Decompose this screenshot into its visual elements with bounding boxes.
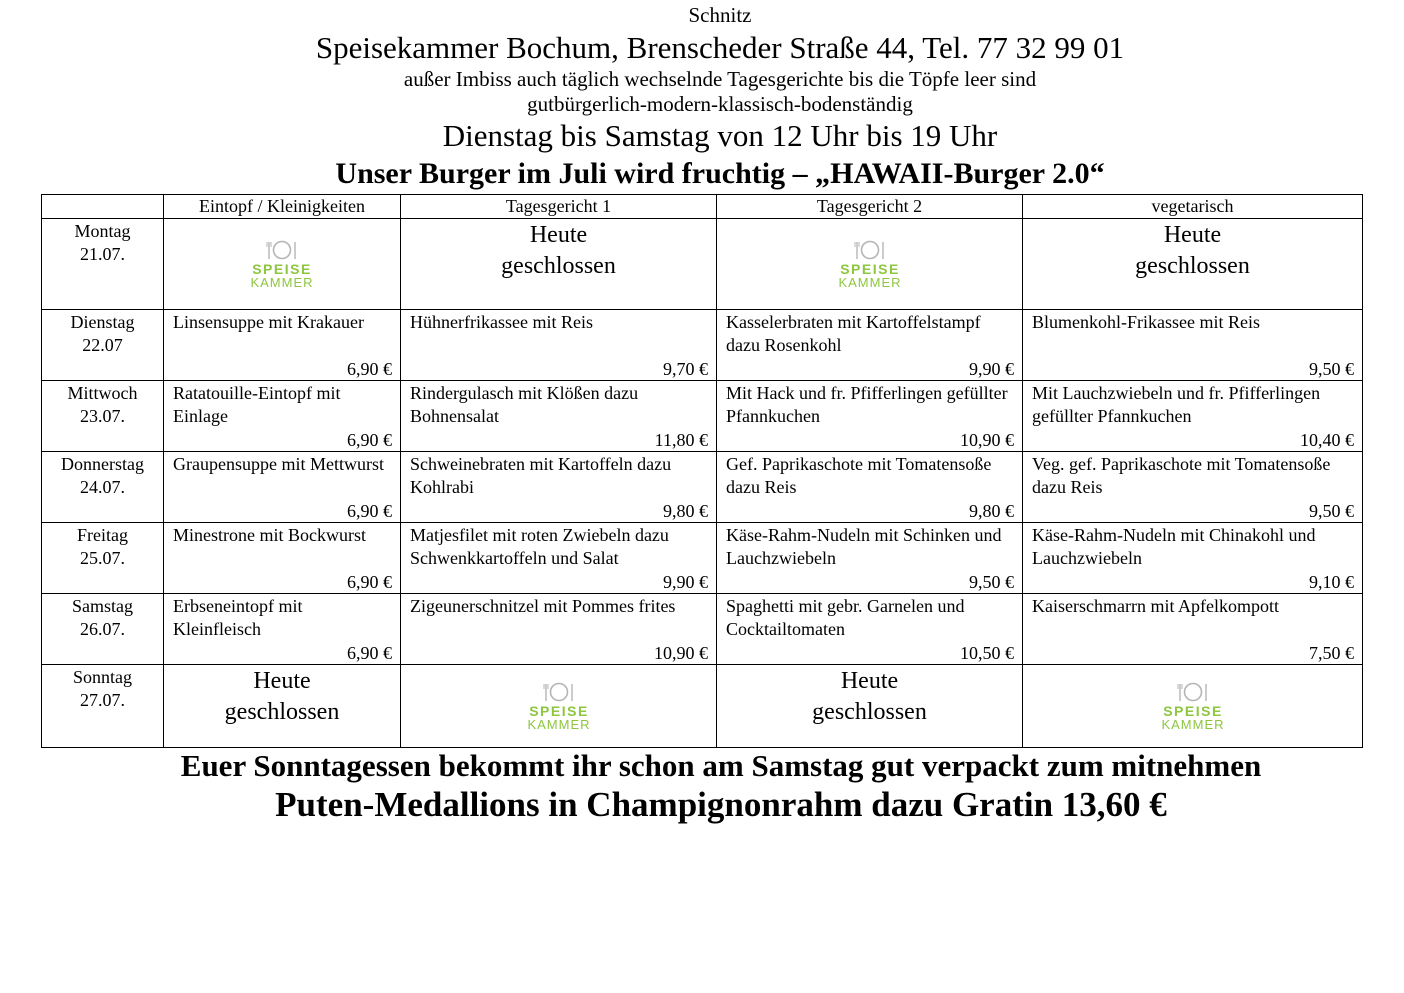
logo-top-text: SPEISE [1162, 703, 1223, 719]
day-date: 21.07. [80, 244, 125, 264]
day-name: Sonntag [72, 667, 132, 687]
cell-eintopf [164, 219, 401, 310]
speisekammer-logo-icon [521, 680, 597, 732]
table-row [42, 310, 1363, 381]
dish-price: 10,50 € [960, 643, 1014, 663]
dish-price: 11,80 € [654, 430, 708, 450]
dish-price: 9,50 € [1309, 501, 1354, 521]
dish-price: 7,50 € [1309, 643, 1354, 663]
dish-name: Kaiserschmarrn mit Apfelkompott [1032, 596, 1279, 616]
dish-name: Ratatouille-Eintopf mit Einlage [173, 383, 341, 426]
dish-price: 9,80 € [663, 501, 708, 521]
dish-name: Graupensuppe mit Mettwurst [173, 454, 384, 474]
cell-vegetarisch [1023, 381, 1363, 452]
day-cell [42, 523, 164, 594]
cell-eintopf [164, 594, 401, 665]
table-row [42, 381, 1363, 452]
speisekammer-logo [401, 665, 716, 747]
dish-price: 6,90 € [347, 572, 392, 592]
table-header-row [42, 195, 1363, 219]
cell-eintopf [164, 381, 401, 452]
cell-vegetarisch [1023, 219, 1363, 310]
day-name: Montag [74, 221, 131, 241]
cell-tagesgericht-1 [401, 452, 717, 523]
dish-price: 9,10 € [1309, 572, 1354, 592]
cell-vegetarisch [1023, 310, 1363, 381]
header-tagesgericht-1: Tagesgericht 1 [401, 195, 717, 219]
dish-name: Gef. Paprikaschote mit Tomatensoße dazu Reis [726, 454, 992, 497]
cell-tagesgericht-2 [717, 594, 1023, 665]
speisekammer-logo-icon [1155, 680, 1231, 732]
closed-line-1: Heute [529, 222, 588, 248]
cell-tagesgericht-2 [717, 310, 1023, 381]
header-day [42, 195, 164, 219]
speisekammer-logo [164, 219, 400, 309]
logo-top-text: SPEISE [839, 261, 900, 277]
dish-name: Minestrone mit Bockwurst [173, 525, 366, 545]
logo-bottom-text: KAMMER [250, 275, 314, 290]
logo-bottom-text: KAMMER [1160, 717, 1225, 732]
weekly-menu-table [41, 194, 1363, 748]
closed-line-1: Heute [840, 668, 899, 694]
day-name: Mittwoch [67, 383, 138, 403]
header-vegetarisch: vegetarisch [1023, 195, 1363, 219]
cell-tagesgericht-2 [717, 381, 1023, 452]
cell-vegetarisch [1023, 594, 1363, 665]
cell-eintopf [164, 310, 401, 381]
day-name: Samstag [72, 596, 133, 616]
day-date: 24.07. [80, 477, 125, 497]
cell-vegetarisch [1023, 523, 1363, 594]
cell-eintopf [164, 665, 401, 748]
logo-bottom-text: KAMMER [837, 275, 902, 290]
dish-name: Zigeunerschnitzel mit Pommes frites [410, 596, 676, 616]
day-name: Donnerstag [61, 454, 144, 474]
day-date: 23.07. [80, 406, 125, 426]
dish-price: 9,90 € [969, 359, 1014, 379]
cell-tagesgericht-1 [401, 523, 717, 594]
day-date: 26.07. [80, 619, 125, 639]
cell-vegetarisch [1023, 452, 1363, 523]
dish-price: 9,90 € [663, 572, 708, 592]
burger-of-month: Unser Burger im Juli wird fruchtig – „HAWAII-Burger 2.0“ [335, 157, 1105, 190]
cell-eintopf [164, 523, 401, 594]
restaurant-address: Speisekammer Bochum, Brenscheder Straße 44, Tel. 77 32 99 01 [315, 30, 1125, 65]
dish-price: 9,70 € [663, 359, 708, 379]
day-cell [42, 452, 164, 523]
dish-name: Veg. gef. Paprikaschote mit Tomatensoße dazu Reis [1032, 454, 1331, 497]
dish-price: 10,90 € [654, 643, 708, 663]
cell-tagesgericht-1 [401, 665, 717, 748]
dish-price: 6,90 € [347, 501, 392, 521]
dish-name: Rindergulasch mit Klößen dazu Bohnensalat [410, 383, 639, 426]
closed-notice [401, 219, 716, 282]
cell-tagesgericht-2 [717, 665, 1023, 748]
closed-line-2: geschlossen [224, 699, 340, 725]
dish-price: 6,90 € [347, 643, 392, 663]
closed-line-1: Heute [253, 668, 311, 694]
dish-name: Mit Lauchzwiebeln und fr. Pfifferlingen gefüllter Pfannkuchen [1032, 383, 1321, 426]
closed-notice [1023, 219, 1362, 282]
logo-top-text: SPEISE [252, 261, 312, 277]
cell-tagesgericht-2 [717, 219, 1023, 310]
speisekammer-logo-icon [244, 238, 320, 290]
closed-line-2: geschlossen [1135, 253, 1250, 279]
dish-name: Schweinebraten mit Kartoffeln dazu Kohlrabi [410, 454, 672, 497]
dish-name: Käse-Rahm-Nudeln mit Chinakohl und Lauchzwiebeln [1032, 525, 1316, 568]
header-tagesgericht-2: Tagesgericht 2 [717, 195, 1023, 219]
speisekammer-logo [717, 219, 1022, 309]
dish-name: Blumenkohl-Frikassee mit Reis [1032, 312, 1260, 332]
day-cell [42, 594, 164, 665]
dish-price: 9,80 € [969, 501, 1014, 521]
closed-notice [164, 665, 400, 728]
sunday-takeaway-note: Euer Sonntagessen bekommt ihr schon am Samstag gut verpackt zum mitnehmen [180, 748, 1262, 783]
sunday-dish: Puten-Medallions in Champignonrahm dazu Gratin 13,60 € [275, 785, 1167, 824]
dish-price: 10,40 € [1300, 430, 1354, 450]
table-row [42, 219, 1363, 310]
dish-name: Spaghetti mit gebr. Garnelen und Cocktailtomaten [726, 596, 965, 639]
dish-name: Hühnerfrikassee mit Reis [410, 312, 593, 332]
dish-price: 6,90 € [347, 359, 392, 379]
day-cell [42, 219, 164, 310]
cell-vegetarisch [1023, 665, 1363, 748]
closed-line-2: geschlossen [812, 699, 927, 725]
day-date: 27.07. [80, 690, 125, 710]
dish-name: Kasselerbraten mit Kartoffelstampf dazu Rosenkohl [726, 312, 981, 355]
closed-line-1: Heute [1163, 222, 1222, 248]
logo-bottom-text: KAMMER [526, 717, 591, 732]
tagline-daily-dishes: außer Imbiss auch täglich wechselnde Tagesgerichte bis die Töpfe leer sind [403, 67, 1037, 91]
dish-price: 10,90 € [960, 430, 1014, 450]
table-row [42, 665, 1363, 748]
logo-top-text: SPEISE [528, 703, 589, 719]
table-row [42, 594, 1363, 665]
speisekammer-logo-icon [832, 238, 908, 290]
opening-hours: Dienstag bis Samstag von 12 Uhr bis 19 Uhr [442, 118, 998, 153]
speisekammer-logo [1023, 665, 1362, 747]
closed-line-2: geschlossen [501, 253, 616, 279]
day-name: Dienstag [70, 312, 135, 332]
day-name: Freitag [77, 525, 128, 545]
closed-notice [717, 665, 1022, 728]
day-cell [42, 381, 164, 452]
table-row [42, 523, 1363, 594]
cell-tagesgericht-2 [717, 452, 1023, 523]
header-eintopf: Eintopf / Kleinigkeiten [164, 195, 401, 219]
cell-tagesgericht-2 [717, 523, 1023, 594]
cell-tagesgericht-1 [401, 594, 717, 665]
cell-tagesgericht-1 [401, 219, 717, 310]
day-date: 22.07 [82, 335, 123, 355]
dish-name: Käse-Rahm-Nudeln mit Schinken und Lauchzwiebeln [726, 525, 1002, 568]
dish-name: Erbseneintopf mit Kleinfleisch [173, 596, 303, 639]
dish-name: Matjesfilet mit roten Zwiebeln dazu Schwenkkartoffeln und Salat [410, 525, 669, 568]
table-row [42, 452, 1363, 523]
cell-eintopf [164, 452, 401, 523]
dish-name: Linsensuppe mit Krakauer [173, 312, 364, 332]
day-date: 25.07. [80, 548, 125, 568]
day-cell [42, 310, 164, 381]
tagline-style: gutbürgerlich-modern-klassisch-bodenständig [527, 92, 913, 116]
dish-price: 9,50 € [969, 572, 1014, 592]
author-name: Schnitz [688, 3, 752, 27]
day-cell [42, 665, 164, 748]
dish-price: 9,50 € [1309, 359, 1354, 379]
dish-price: 6,90 € [347, 430, 392, 450]
cell-tagesgericht-1 [401, 310, 717, 381]
cell-tagesgericht-1 [401, 381, 717, 452]
dish-name: Mit Hack und fr. Pfifferlingen gefüllter Pfannkuchen [726, 383, 1008, 426]
